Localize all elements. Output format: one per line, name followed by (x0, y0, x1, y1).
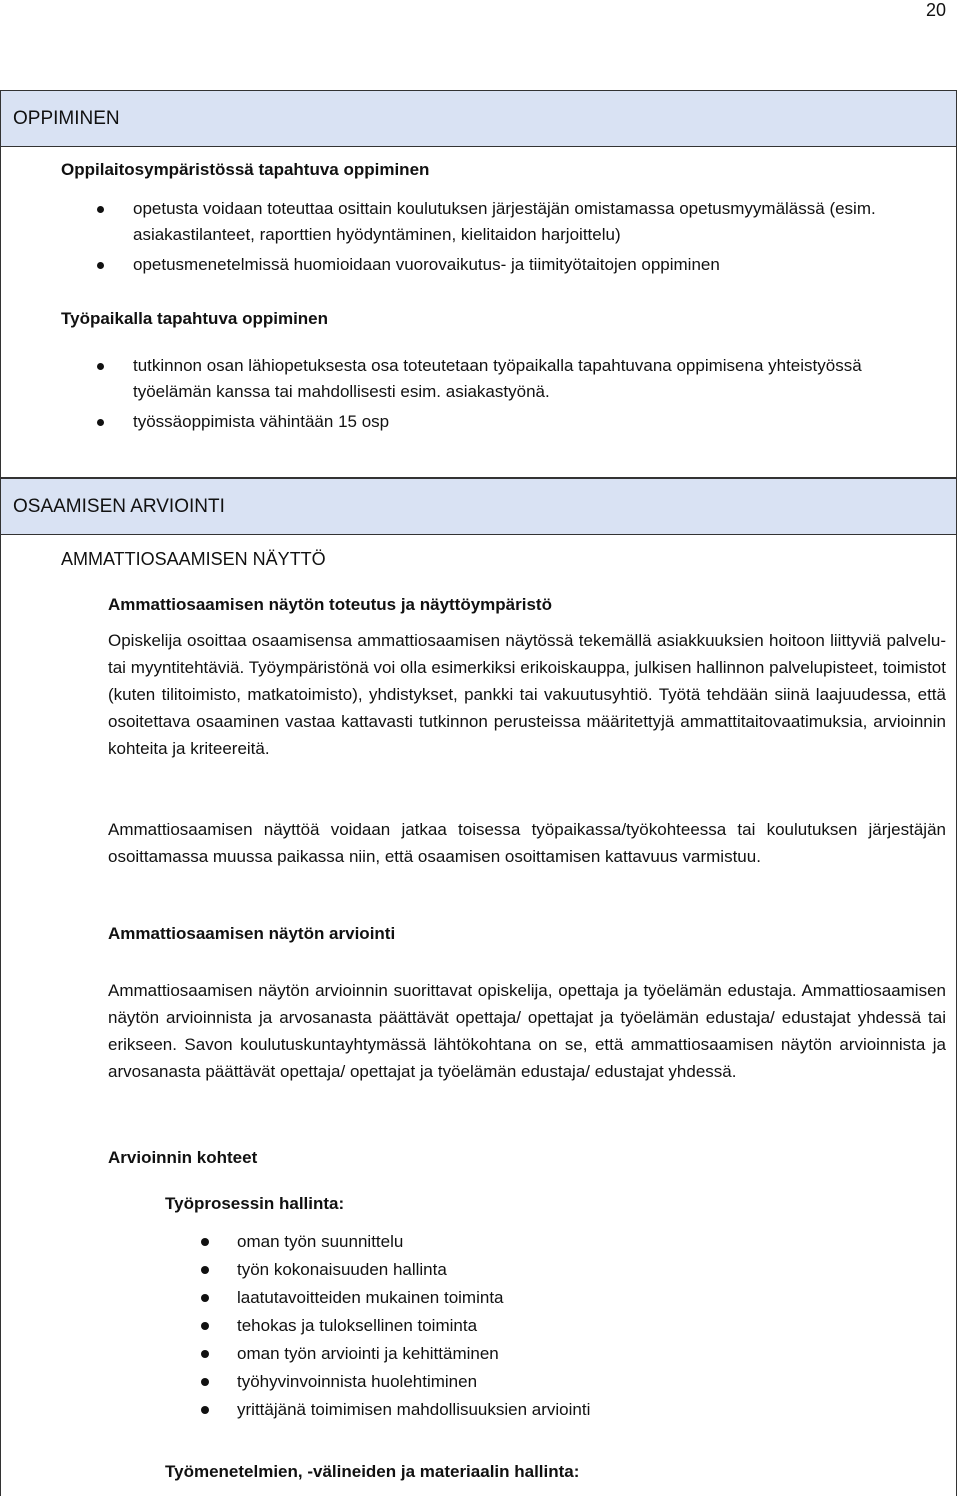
arviointi-header: OSAAMISEN ARVIOINTI (1, 479, 956, 535)
oppilaitos-title: Oppilaitosympäristössä tapahtuva oppiminen (61, 160, 430, 179)
list-item: opetusmenetelmissä huomioidaan vuorovaikutus- ja tiimityötaitojen oppiminen (61, 252, 931, 278)
oppiminen-header: OPPIMINEN (1, 91, 956, 147)
tyomenetelmat-title: Työmenetelmien, -välineiden ja materiaalin hallinta: (165, 1462, 580, 1481)
list-item: tutkinnon osan lähiopetuksesta osa toteutetaan työpaikalla tapahtuvana oppimisena yhteistyössä työelämän kanssa tai mahdollisesti esim. asiakastyönä. (61, 353, 931, 405)
list-item: oman työn suunnittelu (165, 1228, 925, 1256)
page-number: 20 (925, 0, 946, 20)
tyopaikka-title: Työpaikalla tapahtuva oppiminen (61, 309, 329, 328)
arviointi-section (0, 478, 957, 1496)
list-item: tehokas ja tuloksellinen toiminta (165, 1312, 925, 1340)
list-item: työn kokonaisuuden hallinta (165, 1256, 925, 1284)
list-item: yrittäjänä toimimisen mahdollisuuksien arviointi (165, 1396, 925, 1424)
toteutus-title: Ammattiosaamisen näytön toteutus ja näyttöympäristö (108, 595, 552, 614)
oppiminen-section (0, 90, 957, 478)
toteutus-paragraph-1: Opiskelija osoittaa osaamisensa ammattiosaamisen näytössä tekemällä asiakkuuksien hoitoon liittyviä palvelu- tai myyntitehtäviä. Työympäristönä voi olla esimerkiksi erikoiskauppa, julkisen hallinnon palvelupisteet, toimistot (kuten tilitoimisto, matkatoimisto), yhdistykset, pankki tai vakuutusyhtiö. Työtä tehdään siinä laajuudessa, että osoitettava osaaminen vastaa kattavasti tutkinnon perusteissa määritettyjä ammattitaitovaatimuksia, arvioinnin kohteita ja kriteereitä. (108, 631, 946, 758)
list-item: työssäoppimista vähintään 15 osp (61, 409, 931, 435)
tyoprosessi-list (165, 1228, 925, 1424)
list-item: opetusta voidaan toteuttaa osittain koulutuksen järjestäjän omistamassa opetusmyymälässä (esim. asiakastilanteet, raporttien hyödyntäminen, kielitaidon harjoittelu) (61, 196, 931, 248)
list-item: työhyvinvoinnista huolehtiminen (165, 1368, 925, 1396)
toteutus-paragraph-2: Ammattiosaamisen näyttöä voidaan jatkaa toisessa työpaikassa/työkohteessa tai koulutuksen järjestäjän osoittamassa muussa paikassa niin, että osaamisen osoittamisen kattavuus varmistuu. (108, 820, 946, 866)
kohteet-title: Arvioinnin kohteet (108, 1148, 258, 1167)
tyopaikka-list (61, 353, 931, 435)
oppilaitos-list (61, 196, 931, 278)
list-item: oman työn arviointi ja kehittäminen (165, 1340, 925, 1368)
tyoprosessi-title: Työprosessin hallinta: (165, 1194, 345, 1213)
list-item: laatutavoitteiden mukainen toiminta (165, 1284, 925, 1312)
naytto-subheader: AMMATTIOSAAMISEN NÄYTTÖ (61, 549, 326, 569)
arviointi-paragraph: Ammattiosaamisen näytön arvioinnin suorittavat opiskelija, opettaja ja työelämän edustaja. Ammattiosaamisen näytön arvioinnista ja arvosanasta päättävät opettaja/ opettajat ja työelämän edustaja/ edustajat yhdessä tai erikseen. Savon koulutuskuntayhtymässä lähtökohtana on se, että ammattiosaamisen näytön arvioinnista ja arvosanasta päättävät opettaja/ opettajat ja työelämän edustaja/ edustajat yhdessä. (108, 981, 946, 1081)
arviointi-title: Ammattiosaamisen näytön arviointi (108, 924, 396, 943)
